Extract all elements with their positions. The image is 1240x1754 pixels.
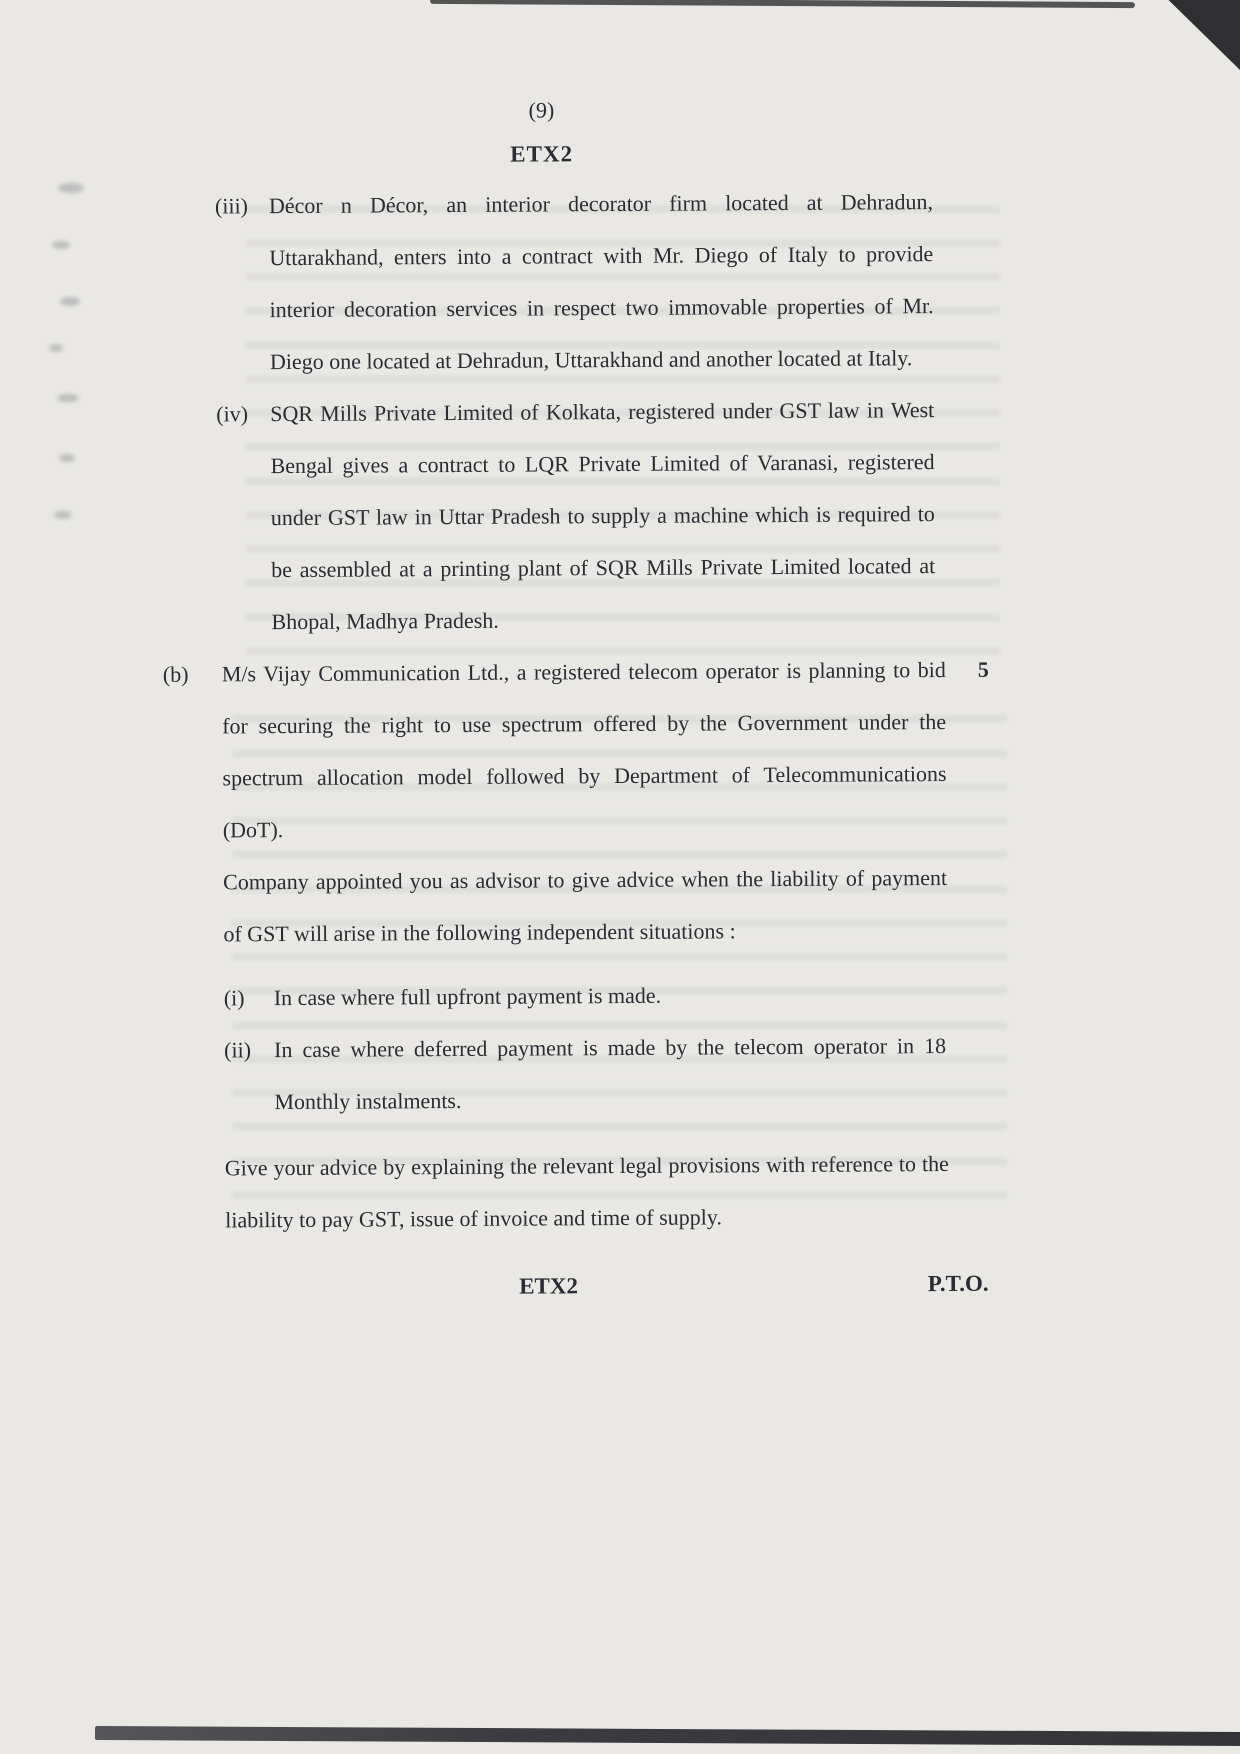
header-paper-code: ETX2: [510, 141, 574, 167]
item-iii-label: (iii): [214, 193, 249, 219]
item-b-label: (b): [162, 661, 189, 687]
sub-ii-text: In case where deferred payment is made by the telecom operator in 18 Monthly instalments.: [274, 1033, 947, 1115]
scan-artifact-bottom-edge: [95, 1726, 1240, 1746]
question-item-iii: [215, 174, 1238, 388]
page-number: (9): [528, 97, 555, 123]
sub-i-text: In case where full upfront payment is made.: [273, 982, 662, 1011]
page-header: [0, 85, 1087, 180]
item-iii-text: Décor n Décor, an interior decorator firm located at Dehradun, Uttarakhand, enters into a contract with Mr. Diego of Italy to provide interior decoration services in respect two immovable properties of Mr. Diego one located at Dehradun, Uttarakhand and another located at Italy.: [268, 189, 934, 375]
document-content: [0, 84, 1240, 1316]
sub-i-label: (i): [223, 985, 245, 1011]
marks-value: 5: [977, 656, 989, 682]
sub-item-ii: [224, 1018, 1240, 1128]
item-b-text: M/s Vijay Communication Ltd., a registered telecom operator is planning to bid for securing the right to use spectrum offered by the Government under the spectrum allocation model followed by Department of Telecommunications (DoT).: [221, 657, 947, 843]
paragraph-company-advice: Company appointed you as advisor to give advice when the liability of payment of GST will arise in the following independent situations :: [223, 865, 948, 947]
paragraph-give-advice: Give your advice by explaining the relevant legal provisions with reference to the liability to pay GST, issue of invoice and time of supply.: [224, 1151, 949, 1233]
question-item-b: [163, 642, 1240, 857]
sub-item-i: [224, 966, 1240, 1024]
question-item-iv: [216, 382, 1240, 648]
pto-label: P.T.O.: [927, 1270, 989, 1297]
scan-artifact-corner-top-right: [1130, 0, 1240, 70]
item-iv-label: (iv): [216, 401, 249, 427]
scan-artifact-top-edge: [430, 0, 1135, 8]
item-iv-text: SQR Mills Private Limited of Kolkata, registered under GST law in West Bengal gives a contract to LQR Private Limited of Varanasi, registered under GST law in Uttar Pradesh to supply a machine which is required to be assembled at a printing plant of SQR Mills Private Limited located at Bhopal, Madhya Pradesh.: [270, 397, 936, 635]
sub-ii-label: (ii): [224, 1037, 252, 1063]
page-footer: [3, 1257, 1093, 1316]
footer-paper-code: ETX2: [519, 1273, 579, 1299]
